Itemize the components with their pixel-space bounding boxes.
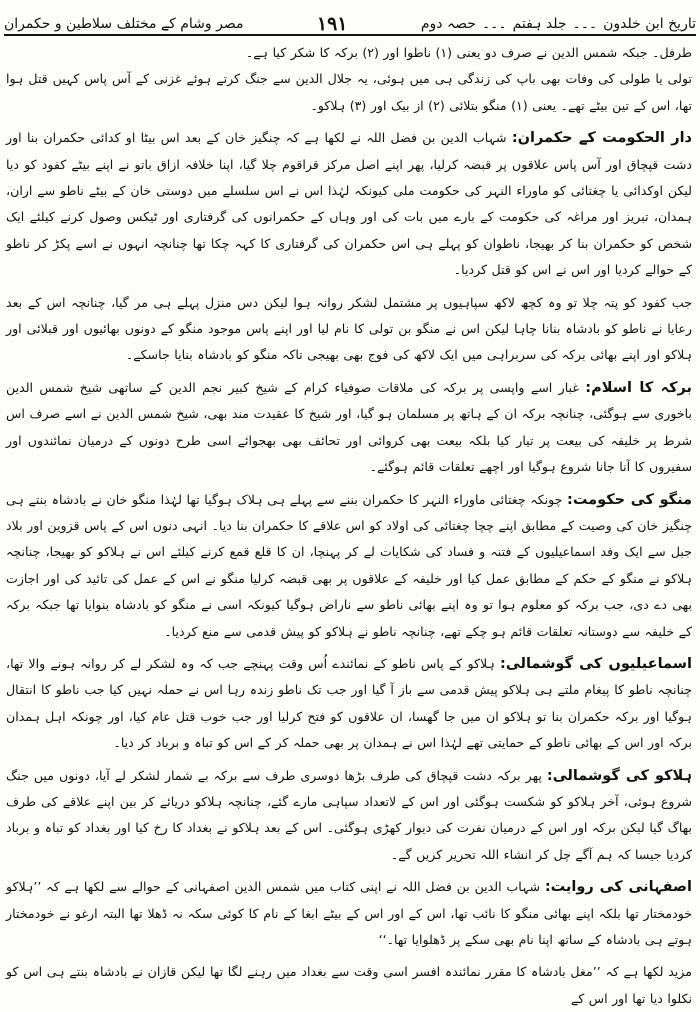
paragraph-text: مزید لکھا ہے کہ ’’مغل بادشاہ کا مقرر نمائندہ افسر اسی وقت سے بغداد میں رہنے لگا تھا لیکن قازان نے بادشاہ بنتے ہی اس کو نکلوا دیا تھا اور اس کے	[6, 964, 692, 1006]
paragraph	[6, 40, 692, 66]
header-volume: جلد ہفتم	[512, 16, 567, 32]
section-heading: اسماعیلیوں کی گوشمالی:	[500, 655, 692, 672]
header-part: حصہ دوم	[420, 16, 476, 32]
paragraph	[6, 874, 692, 953]
page-number: ۱۹۱	[316, 13, 348, 35]
paragraph	[6, 959, 692, 1012]
section-heading: برکہ کا اسلام:	[585, 379, 692, 396]
header-book-title: تاریخ ابن خلدون	[603, 16, 696, 32]
paragraph	[6, 651, 692, 757]
running-header	[4, 3, 696, 33]
section-heading: اصفہانی کی روایت:	[544, 879, 692, 896]
paragraph-text: ہلاکو کے پاس ناطو کے نمائندے اُس وقت پہنچے جب کہ وہ لشکر لے کر روانہ ہونے والا تھا، چنانچہ ناطو کا پیغام ملتے ہی ہلاکو پیش قدمی سے باز آ گیا اور جب تک ناطو زندہ رہا اس نے حملہ نہیں کیا جب ناطو کا انتقال ہوگیا اور برکہ حکمران بنا تو ہلاکو ان میں جا گھسا، ان علاقوں کو فتح کرلیا اور جب خوب قتل عام کیا، اور چونکہ اہل ہمدان برکہ اور اس کے بھائی ناطو کے حمایتی تھے لہٰذا اس نے ہمدان پر بھی حملہ کر کے اس کو تباہ و برباد کر دیا۔	[6, 655, 692, 751]
paragraph	[6, 125, 692, 283]
section-heading: ہلاکو کی گوشمالی:	[546, 767, 692, 784]
paragraph-text: چونکہ چغتائی ماوراء النہر کا حکمران بننے سے پہلے ہی ہلاک ہوگیا تھا لہٰذا منگو خان نے بادشاہ بنتے ہی چنگیز خان کی وصیت کے مطابق اپنے چچا چغتائی کی اولاد کو اس علاقے کا حکمران بنا دیا۔ انہی دنوں اس کے پاس قزوین اور بلاد جبل سے ایک وفد اسماعیلیوں کے فتنہ و فساد کی شکایات لے کر پہنچا، ان کا قلع قمع کرنے کیلئے اس نے ہلاکو کو بھیجا، چنانچہ ہلاکو نے منگو کے حکم کے مطابق عمل کیا اور خلیفہ کے علاقوں پر بھی قبضہ کرلیا منگو نے اس کے عمل کی تائید کی اور اجازت بھی دے دی، جب برکہ کو معلوم ہوا تو وہ اپنے بھائی ناطو سے ناراض ہوگیا کیونکہ اسی نے منگو کو بادشاہ بنوایا تھا جبکہ برکہ کے خلیفہ سے دوستانہ تعلقات قائم ہو چکے تھے، چنانچہ ناطو نے ہلاکو کو پیش قدمی سے منع کردیا۔	[6, 491, 692, 639]
section-heading: دار الحکومت کے حکمران:	[511, 130, 692, 147]
paragraph-text: طرفل۔ جبکہ شمس الدین نے صرف دو یعنی (۱) ناطوا اور (۲) برکہ کا شکر کیا ہے۔	[245, 45, 692, 60]
paragraph-text: شہاب الدین بن فضل اللہ نے اپنی کتاب میں شمس الدین اصفہانی کے حوالے سے لکھا ہے کہ ’’ہلاکو خودمختار تھا بلکہ اپنے بھائی منگو کا نائب تھا، اس کے اور اس کے بیٹے ابغا کے نام کا کوئی سکہ نہ ڈھلا تھا البتہ ارغو نے خودمختار ہوتے ہی بادشاہ کے ساتھ اپنا نام بھی سکے پر ڈھلوایا تھا۔‘‘	[6, 879, 692, 947]
paragraph	[6, 375, 692, 481]
page-body	[6, 40, 692, 1006]
book-title: تاریخ ابن خلدون۔۔۔جلد ہفتم۔۔۔حصہ دوم	[420, 16, 696, 32]
paragraph-text: غبار اسے واپسی پر برکہ کی ملاقات صوفیاء کرام کے شیخ کبیر نجم الدین کے ساتھی شیخ شمس الدین باخوری سے ہوگئی، چنانچہ برکہ ان کے ہاتھ پر مسلمان ہو گیا، اور شیخ کا عقیدت مند بھی، شیخ شمس الدین نے اسے صرف اس شرط پر خلیفہ کی بیعت پر تیار کیا بلکہ بیعت بھی کروائی اور تحائف بھی بھجوائے اسی طرح دونوں کے درمیان نمائندوں اور سفیروں کا آنا جانا شروع ہوگیا اور اچھے تعلقات قائم ہوگئے۔	[6, 379, 692, 475]
header-divider	[4, 34, 696, 36]
paragraph-text: تولی یا طولی کی وفات بھی باپ کی زندگی ہی میں ہوئی، یہ جلال الدین سے جنگ کرتے ہوئے غزنی کے آس پاس کہیں قتل ہوا تھا، اس کے تین بیٹے تھے۔ یعنی (۱) منگو بتلائی (۲) از بیک اور (۳) ہلاکو۔	[6, 71, 692, 113]
paragraph-text: شہاب الدین بن فضل اللہ نے لکھا ہے کہ چنگیز خان کے بعد اس بیٹا او کدائی حکمران بنا اور دشت قپچاق اور آس پاس علاقوں پر قبضہ کرلیا، پھر اپنے اصل مرکز قراقوم چلا گیا، اپنا خلافہ ازاق باتو نے اپنے بیٹے کفود کو دیا لیکن اوکدائی یا چغتائی کو ماوراء النہر کی حکومت ملی کیونکہ لہٰذا اس نے اس سلسلے میں دوستی خان کے بیٹے ناطو سے اران، ہمدان، تبریز اور مراغہ کی حکومت کے بارے میں بات کی اور وہاں کے حکمرانوں کی گرفتاری اور ٹیکس وصول کرنے کیلئے ایک شخص کو حکمران بنا کر بھیجا، ناطوان کو پہلے ہی اس حکمران کی گرفتاری کا کہہ چکا تھا چنانچہ انہوں نے اسے پکڑ کر ناطو کے حوالے کردیا اور اس نے اس کو قتل کردیا۔	[6, 130, 692, 278]
paragraph	[6, 763, 692, 869]
section-heading: منگو کی حکومت:	[567, 491, 692, 508]
paragraph	[6, 66, 692, 119]
paragraph-text: پھر برکہ دشت قپچاق کی طرف بڑھا دوسری طرف سے برکہ بے شمار لشکر لے آیا، دونوں میں جنگ شروع ہوئی، آخر ہلاکو کو شکست ہوگئی اور اس کے لاتعداد سپاہی مارے گئے، چنانچہ ہلاکو دریائے کر بین اپنے علاقے کی طرف بھاگ گیا لیکن برکہ اور اس کے درمیان نفرت کی دیوار کھڑی ہوگئی۔ اس کے بعد ہلاکو نے بغداد کا رخ کیا اور بغداد کو تباہ و برباد کردیا جیسا کہ ہم آگے چل کر انشاء اللہ تحریر کریں گے۔	[6, 767, 692, 862]
paragraph-text: جب کفود کو پتہ چلا تو وہ کچھ لاکھ سپاہیوں پر مشتمل لشکر روانہ ہوا لیکن دس منزل پہلے ہی مر گیا، چنانچہ اس کے بعد رعایا نے ناطو کو بادشاہ بنانا چاہا لیکن اس نے منگو بن تولی کا نام لیا اور اپنے پاس موجود منگو کے دونوں بھائیوں اور قبلائی اور ہلاکو اور اپنے بھائی برکہ کی سربراہی میں ایک لاکھ کی فوج بھی بھیجی تاکہ منگو کو بادشاہ بنایا جاسکے۔	[6, 294, 692, 363]
paragraph	[6, 487, 692, 645]
paragraph	[6, 290, 692, 369]
chapter-title: مصر وشام کے مختلف سلاطین و حکمران	[4, 16, 244, 32]
